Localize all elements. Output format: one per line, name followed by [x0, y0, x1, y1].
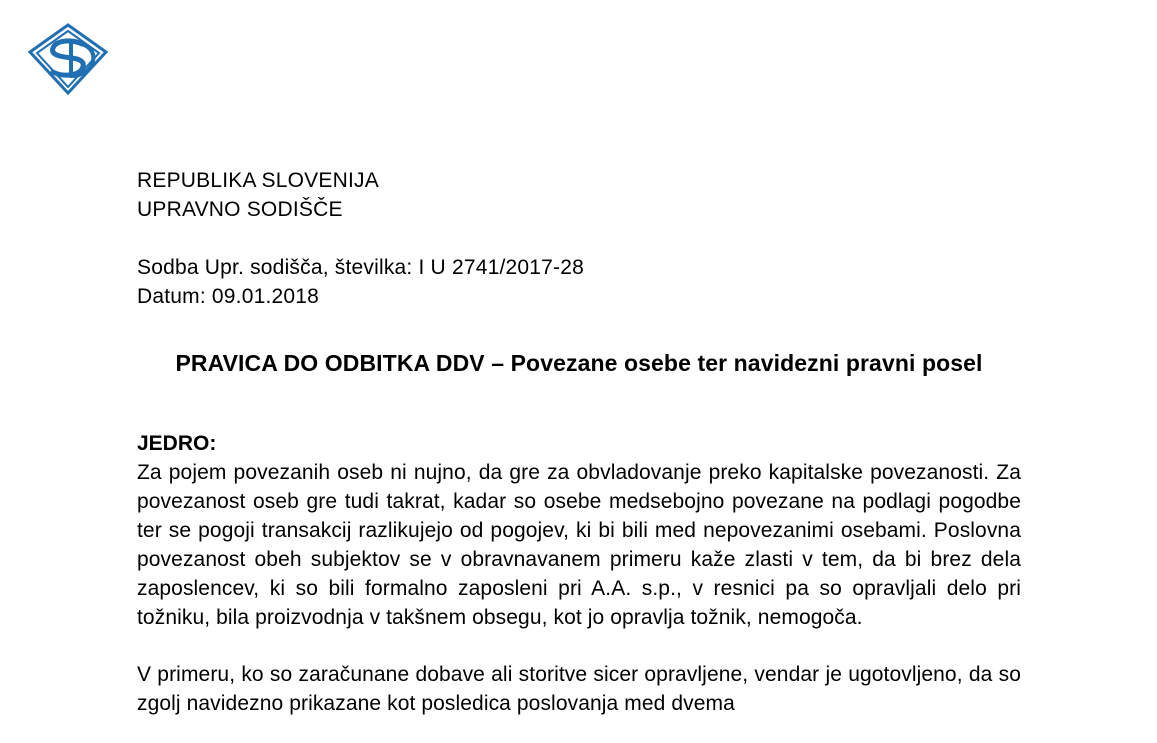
court-logo — [26, 22, 110, 96]
jedro-heading: JEDRO: — [137, 432, 217, 455]
authority-line-1: REPUBLIKA SLOVENIJA — [137, 169, 379, 192]
case-number: Sodba Upr. sodišča, številka: I U 2741/2017-28 — [137, 256, 584, 279]
case-meta-block — [137, 253, 1021, 311]
jedro-paragraph-1: Za pojem povezanih oseb ni nujno, da gre za obvladovanje preko kapitalske povezanosti. Za povezanost oseb gre tudi takrat, kadar so osebe medsebojno povezane na podlagi pogodbe ter se pogoji transakcij razlikujejo od pogojev, ki bi bili med nepovezanimi osebami. Poslovna povezanost obeh subjektov se v obravnavanem primeru kaže zlasti v tem, da bi brez dela zaposlencev, ki so bili formalno zaposleni pri A.A. s.p., v resnici pa so opravljali delo pri tožniku, bila proizvodnja v takšnem obsegu, kot jo opravlja tožnik, nemogoča. — [137, 461, 1021, 629]
page-title: PRAVICA DO ODBITKA DDV – Povezane osebe ter navidezni pravni posel — [175, 350, 983, 376]
authority-line-2: UPRAVNO SODIŠČE — [137, 198, 343, 221]
sodstvo-slovenije-emblem-icon — [26, 22, 110, 96]
authority-block — [137, 166, 1021, 224]
document-body — [137, 166, 1021, 718]
jedro-paragraph-2: V primeru, ko so zaračunane dobave ali storitve sicer opravljene, vendar je ugotovljeno, da so zgolj navidezno prikazane kot posledica poslovanja med dvema — [137, 663, 1021, 715]
case-date: Datum: 09.01.2018 — [137, 285, 320, 308]
